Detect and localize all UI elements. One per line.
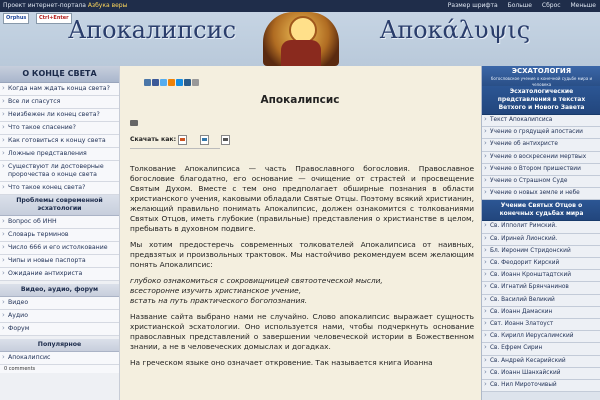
right-menu-item[interactable]: › Текст Апокалипсиса xyxy=(482,115,600,127)
left-menu-item[interactable]: › Что такое спасение? xyxy=(0,122,119,135)
paragraph: Название сайта выбрано нами не случайно. Слово апокалипсис выражает сущность христианской эсхатологии. Оно используется нами, чтобы подчеркнуть основание православных представлений о завершении человеческой истории в Божественном знании, а не в человеческих домыслах и догадках. xyxy=(130,312,474,351)
icon-image xyxy=(263,12,339,66)
right-sidebar xyxy=(481,66,600,400)
right-menu-item[interactable]: › Св. Ефрем Сирин xyxy=(482,343,600,355)
word-icon[interactable] xyxy=(200,135,209,145)
left-menu-item[interactable]: › Ложные представления xyxy=(0,148,119,161)
left-sidebar xyxy=(0,66,120,400)
download-label: Скачать как: xyxy=(130,136,177,143)
right-section-head: Учение Святых Отцов о конечных судьбах мира xyxy=(482,200,600,221)
ctrl-enter-badge[interactable]: Ctrl+Enter xyxy=(36,13,72,24)
main-content xyxy=(122,66,478,400)
right-menu-item[interactable]: › Учение о воскресении мертвых xyxy=(482,152,600,164)
orphus-badge[interactable]: Orphus xyxy=(3,13,29,24)
right-menu-item[interactable]: › Св. Иоанн Шанхайский xyxy=(482,368,600,380)
right-section-head: Эсхатологические представления в текстах Ветхого и Нового Завета xyxy=(482,86,600,115)
robe-shape xyxy=(281,40,321,66)
left-menu-item[interactable]: › Что такое конец света? xyxy=(0,182,119,195)
paragraph: На греческом языке оно означает откровение. Так называется книга Иоанна xyxy=(130,358,433,367)
paragraph: Толкование Апокалипсиса — часть Православного богословия. Православное богословие благодатно, его основание — очищение от страстей и просвещение Святым Духом. Вместе с тем оно предполагает обширные познания в области христианского учения, каковыми обладали Святые Отцы. Поэтому всякий христианин, желающий правильно понимать Апокалипсис, должен ознакомится с толкованиями Святых Отцов, иметь глубокие (правильные) представления о христианстве в целом, пребывать в духовном подвиге. xyxy=(130,164,474,233)
livejournal-icon[interactable] xyxy=(184,79,191,86)
italic-list xyxy=(130,276,474,306)
comments-count: 0 comments xyxy=(0,365,119,373)
right-menu-item[interactable]: › Св. Андрей Кесарийский xyxy=(482,356,600,368)
left-menu-item[interactable]: › Форум xyxy=(0,323,119,336)
portal-link[interactable]: Азбука веры xyxy=(87,2,128,9)
right-menu-item[interactable]: › Св. Кирилл Иерусалимский xyxy=(482,331,600,343)
divider xyxy=(130,148,220,149)
right-menu-item[interactable]: › Свт. Иоанн Златоуст xyxy=(482,319,600,331)
left-section-head: Видео, аудио, форум xyxy=(0,284,119,297)
right-sidebar-subtitle: богословское учение о конечной судьбе мира и человека xyxy=(490,76,593,87)
italic-line: встать на путь практического богопознания. xyxy=(130,296,308,305)
right-menu-item[interactable]: › Св. Ипполит Римский. xyxy=(482,221,600,233)
left-menu-item[interactable]: › Как готовиться к концу света xyxy=(0,135,119,148)
left-menu-item[interactable]: › Число 666 и его истолкование xyxy=(0,242,119,255)
pdf-icon[interactable] xyxy=(178,135,187,145)
font-size-controls xyxy=(440,0,596,12)
right-menu-item[interactable]: › Учение об антихристе xyxy=(482,139,600,151)
site-header xyxy=(0,0,600,66)
right-menu-item[interactable]: › Учение о Втором пришествии xyxy=(482,164,600,176)
plus-icon[interactable] xyxy=(192,79,199,86)
right-menu-item[interactable]: › Бл. Иероним Стридонский xyxy=(482,246,600,258)
vk-icon[interactable] xyxy=(144,79,151,86)
left-menu-item[interactable]: › Вопрос об ИНН xyxy=(0,216,119,229)
font-bigger-link[interactable]: Больше xyxy=(507,2,532,9)
font-reset-link[interactable]: Сброс xyxy=(541,2,561,9)
site-title-greek: Αποκάλυψις xyxy=(380,16,531,44)
right-menu-item[interactable]: › Св. Иоанн Кронштадтский xyxy=(482,270,600,282)
right-menu-item[interactable]: › Учение о новых земле и небе xyxy=(482,188,600,200)
left-menu-item[interactable]: › Ожидание антихриста xyxy=(0,268,119,281)
article-body xyxy=(130,164,474,374)
right-sidebar-title: ЭСХАТОЛОГИЯ xyxy=(511,67,572,75)
left-section-head: Проблемы современной эсхатологии xyxy=(0,195,119,216)
left-menu-item[interactable]: › Аудио xyxy=(0,310,119,323)
left-sidebar-title: О КОНЦЕ СВЕТА xyxy=(0,66,119,83)
left-menu-item[interactable]: › Словарь терминов xyxy=(0,229,119,242)
font-size-label: Размер шрифта xyxy=(447,2,498,9)
left-menu-item[interactable]: › Когда нам ждать конца света? xyxy=(0,83,119,96)
mailru-icon[interactable] xyxy=(176,79,183,86)
left-menu-item[interactable]: › Существуют ли достоверные пророчества о конце света xyxy=(0,161,119,182)
right-menu-item[interactable]: › Св. Василий Великий xyxy=(482,295,600,307)
twitter-icon[interactable] xyxy=(160,79,167,86)
left-menu-item[interactable]: › Видео xyxy=(0,297,119,310)
font-smaller-link[interactable]: Меньше xyxy=(570,2,596,9)
left-menu-item[interactable]: › Чипы и новые паспорта xyxy=(0,255,119,268)
page-title: Апокалипсис xyxy=(260,94,340,106)
left-menu-item[interactable]: › Неизбежен ли конец света? xyxy=(0,109,119,122)
portal-text xyxy=(3,0,127,12)
right-menu-item[interactable]: › Св. Игнатий Брянчанинов xyxy=(482,282,600,294)
right-menu-item[interactable]: › Св. Ириней Лионский. xyxy=(482,234,600,246)
right-sidebar-header xyxy=(482,66,600,86)
left-menu-item[interactable]: › Апокалипсис xyxy=(0,352,119,365)
right-menu-item[interactable]: › Учение о грядущей апостасии xyxy=(482,127,600,139)
site-title-russian: Апокалипсис xyxy=(68,16,237,44)
share-buttons xyxy=(144,71,200,90)
portal-label: Проект интернет-портала xyxy=(3,2,86,9)
paragraph: Мы хотим предостеречь современных толкователей Апокалипсиса от наивных, предвзятых и произвольных трактовок. Мы настойчиво рекомендуем всем желающим понять Апокалипсис: xyxy=(130,240,474,269)
italic-line: всесторонне изучить христианское учение, xyxy=(130,286,302,295)
italic-line: глубоко ознакомиться с сокровищницей святоотеческой мысли, xyxy=(130,276,383,285)
top-bar xyxy=(0,0,600,12)
left-menu-item[interactable]: › Все ли спасутся xyxy=(0,96,119,109)
right-menu-item[interactable]: › Св. Феодорит Кирский xyxy=(482,258,600,270)
right-menu-item[interactable]: › Св. Иоанн Дамаскин xyxy=(482,307,600,319)
left-section-head: Популярное xyxy=(0,339,119,352)
odnoklassniki-icon[interactable] xyxy=(168,79,175,86)
text-file-icon[interactable] xyxy=(221,135,230,145)
facebook-icon[interactable] xyxy=(152,79,159,86)
right-menu-item[interactable]: › Св. Нил Мироточивый xyxy=(482,380,600,392)
right-menu-item[interactable]: › Учение о Страшном Суде xyxy=(482,176,600,188)
print-icon[interactable] xyxy=(130,120,138,126)
